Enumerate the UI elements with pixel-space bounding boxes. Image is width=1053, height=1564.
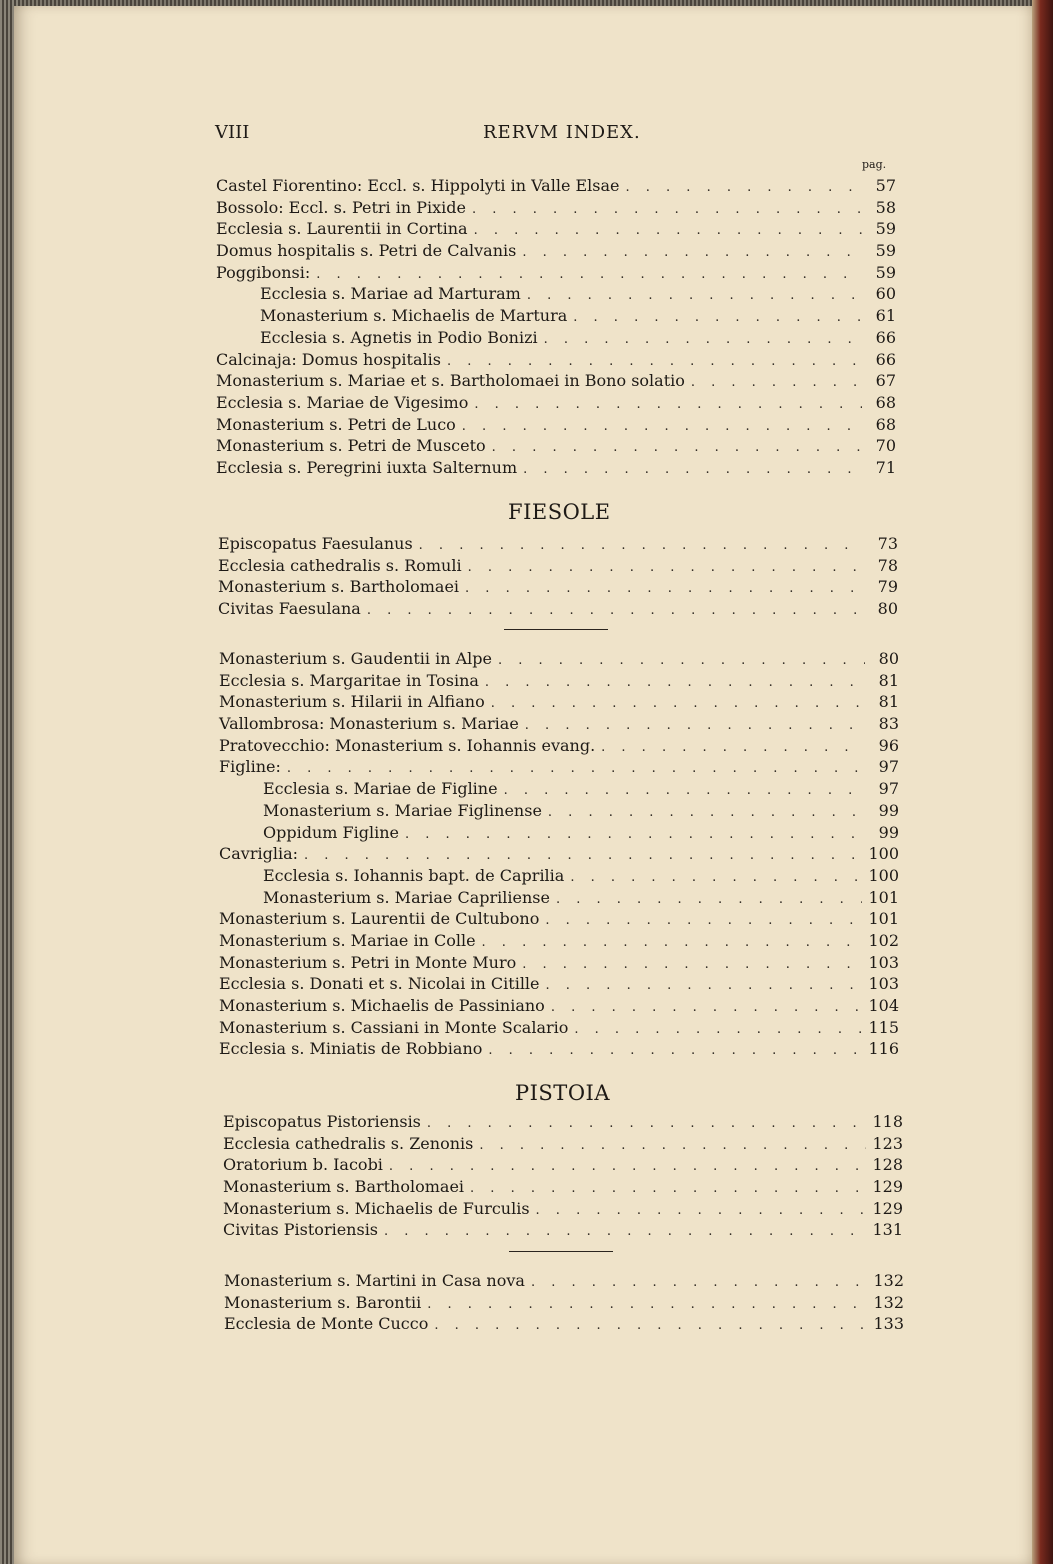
entry-label: Episcopatus Faesulanus: [218, 534, 413, 553]
entry-page-number: 123: [872, 1133, 903, 1153]
index-section-pistoia-monasteries: [224, 1270, 904, 1335]
index-entry: [219, 887, 899, 909]
entry-label: Episcopatus Pistoriensis: [223, 1112, 421, 1131]
dot-leader: [304, 845, 862, 867]
entry-label: Ecclesia s. Margaritae in Tosina: [219, 670, 479, 690]
book-cover-edge: [1032, 0, 1053, 1564]
index-entry: [223, 1133, 903, 1155]
dot-leader: [574, 1019, 862, 1041]
dot-leader: [570, 867, 862, 889]
index-entry: [224, 1292, 904, 1314]
index-entry: [219, 800, 899, 822]
entry-page-number: 68: [875, 392, 896, 412]
index-entry: [219, 952, 899, 974]
entry-page-number: 70: [875, 436, 896, 456]
entry-label: Monasterium s. Bartholomaei: [223, 1177, 465, 1197]
running-title: RERVM INDEX.: [483, 122, 641, 143]
entry-page-number: 83: [878, 714, 899, 734]
index-entry: [223, 1198, 903, 1220]
index-entry: [216, 327, 896, 349]
entry-label: Ecclesia cathedralis s. Zenonis: [223, 1133, 474, 1153]
dot-leader: [536, 1200, 867, 1222]
entry-page-number: 101: [868, 887, 899, 907]
entry-label: Domus hospitalis s. Petri de Calvanis: [216, 241, 517, 261]
entry-label: Monasterium s. Michaelis de Passiniano: [219, 996, 545, 1015]
dot-leader: [419, 535, 864, 557]
dot-leader: [367, 600, 864, 622]
entry-label: Pratovecchio: Monasterium s. Iohannis evang.: [219, 735, 596, 755]
dot-leader: [573, 307, 862, 329]
index-entry: [216, 283, 896, 305]
entry-page-number: 78: [877, 555, 898, 575]
dot-leader: [316, 264, 862, 286]
entry-label: Monasterium s. Laurentii de Cultubono: [219, 909, 540, 929]
index-entry: [216, 175, 896, 197]
entry-page-number: 99: [878, 800, 899, 820]
entry-page-number: 132: [873, 1271, 904, 1290]
dot-leader: [601, 737, 865, 759]
dot-leader: [427, 1113, 867, 1135]
entry-label: Monasterium s. Mariae in Colle: [219, 930, 476, 950]
dot-leader: [522, 242, 862, 264]
entry-page-number: 81: [878, 692, 899, 712]
entry-label: Monasterium s. Mariae Figlinense: [263, 800, 542, 820]
entry-label: Monasterium s. Petri in Monte Muro: [219, 952, 517, 972]
entry-label: Ecclesia s. Mariae de Vigesimo: [216, 392, 469, 412]
entry-page-number: 103: [868, 952, 899, 972]
entry-page-number: 79: [877, 577, 898, 597]
dot-leader: [405, 824, 865, 846]
entry-page-number: 128: [872, 1155, 903, 1175]
pag-column-label: pag.: [862, 158, 887, 171]
dot-leader: [556, 889, 863, 911]
index-entry: [219, 670, 899, 692]
dot-leader: [531, 1272, 868, 1294]
entry-page-number: 96: [878, 735, 899, 755]
dot-leader: [485, 672, 865, 694]
index-entry: [219, 778, 899, 800]
entry-page-number: 97: [878, 779, 899, 799]
entry-label: Vallombrosa: Monasterium s. Mariae: [219, 714, 519, 734]
dot-leader: [691, 372, 862, 394]
dot-leader: [447, 351, 862, 373]
entry-label: Ecclesia s. Laurentii in Cortina: [216, 219, 468, 239]
entry-page-number: 57: [875, 176, 896, 195]
entry-label: Ecclesia s. Iohannis bapt. de Caprilia: [263, 865, 565, 885]
entry-label: Monasterium s. Martini in Casa nova: [224, 1271, 525, 1290]
entry-label: Calcinaja: Domus hospitalis: [216, 349, 441, 369]
entry-page-number: 100: [868, 844, 899, 864]
section-divider: [509, 1251, 613, 1252]
entry-page-number: 115: [868, 1017, 899, 1037]
entry-label: Monasterium s. Mariae et s. Bartholomaei in Bono solatio: [216, 371, 685, 391]
entry-page-number: 67: [875, 371, 896, 391]
dot-leader: [389, 1156, 867, 1178]
entry-label: Monasterium s. Cassiani in Monte Scalario: [219, 1017, 569, 1037]
index-entry: [216, 349, 896, 371]
dot-leader: [544, 329, 862, 351]
heading-pistoia: PISTOIA: [515, 1081, 610, 1105]
dot-leader: [434, 1315, 867, 1337]
index-entry: [218, 555, 898, 577]
entry-label: Ecclesia cathedralis s. Romuli: [218, 555, 462, 575]
entry-page-number: 133: [873, 1314, 904, 1334]
index-section-castel: [216, 175, 896, 479]
index-entry: [223, 1219, 903, 1241]
dot-leader: [626, 177, 862, 199]
entry-label: Monasterium s. Petri de Musceto: [216, 436, 486, 456]
dot-leader: [384, 1221, 866, 1243]
index-entry: [219, 735, 899, 757]
index-entry: [224, 1270, 904, 1292]
index-entry: [219, 908, 899, 930]
index-entry: [223, 1154, 903, 1176]
entry-page-number: 60: [875, 284, 896, 304]
index-entry: [216, 218, 896, 240]
entry-label: Ecclesia s. Mariae ad Marturam: [260, 284, 521, 304]
dot-leader: [498, 650, 865, 672]
dot-leader: [525, 715, 865, 737]
index-entry: [216, 435, 896, 457]
index-entry: [219, 843, 899, 865]
dot-leader: [479, 1135, 866, 1157]
entry-label: Ecclesia s. Peregrini iuxta Salternum: [216, 457, 518, 477]
dot-leader: [474, 394, 862, 416]
entry-page-number: 58: [875, 197, 896, 217]
index-entry: [219, 995, 899, 1017]
entry-page-number: 100: [868, 865, 899, 885]
index-entry: [223, 1176, 903, 1198]
index-entry: [224, 1313, 904, 1335]
dot-leader: [470, 1178, 866, 1200]
index-entry: [218, 576, 898, 598]
entry-page-number: 129: [872, 1177, 903, 1197]
entry-page-number: 97: [878, 757, 899, 777]
dot-leader: [504, 780, 865, 802]
dot-leader: [523, 459, 862, 481]
entry-page-number: 104: [868, 996, 899, 1015]
entry-page-number: 101: [868, 909, 899, 929]
dot-leader: [465, 578, 864, 600]
index-entry: [216, 240, 896, 262]
entry-label: Bossolo: Eccl. s. Petri in Pixide: [216, 197, 466, 217]
index-entry: [219, 756, 899, 778]
entry-label: Ecclesia de Monte Cucco: [224, 1314, 429, 1334]
page-number: VIII: [215, 122, 250, 143]
index-entry: [219, 648, 899, 670]
entry-page-number: 132: [873, 1292, 904, 1312]
entry-label: Oppidum Figline: [263, 822, 399, 842]
running-header: [215, 122, 895, 146]
index-entry: [216, 305, 896, 327]
entry-page-number: 59: [875, 241, 896, 261]
index-entry: [219, 865, 899, 887]
dot-leader: [462, 416, 862, 438]
dot-leader: [545, 910, 862, 932]
index-entry: [219, 973, 899, 995]
entry-label: Monasterium s. Mariae Capriliense: [263, 887, 550, 907]
dot-leader: [488, 1040, 862, 1062]
entry-page-number: 66: [875, 327, 896, 347]
dot-leader: [492, 437, 862, 459]
entry-label: Figline:: [219, 757, 281, 777]
index-entry: [218, 533, 898, 555]
dot-leader: [427, 1294, 867, 1316]
dot-leader: [527, 285, 862, 307]
index-entry: [216, 392, 896, 414]
entry-page-number: 131: [872, 1220, 903, 1240]
index-entry: [216, 370, 896, 392]
entry-page-number: 116: [868, 1039, 899, 1059]
index-entry: [216, 197, 896, 219]
dot-leader: [468, 557, 864, 579]
index-entry: [216, 262, 896, 284]
entry-label: Monasterium s. Bartholomaei: [218, 577, 460, 597]
entry-label: Ecclesia s. Agnetis in Podio Bonizi: [260, 327, 538, 347]
entry-label: Monasterium s. Hilarii in Alfiano: [219, 692, 485, 712]
entry-label: Monasterium s. Petri de Luco: [216, 414, 456, 434]
entry-page-number: 102: [868, 930, 899, 950]
entry-page-number: 80: [877, 599, 898, 619]
dot-leader: [522, 954, 862, 976]
entry-label: Monasterium s. Michaelis de Martura: [260, 306, 568, 326]
entry-label: Monasterium s. Michaelis de Furculis: [223, 1198, 530, 1218]
dot-leader: [287, 758, 865, 780]
entry-label: Poggibonsi:: [216, 262, 311, 282]
entry-page-number: 81: [878, 670, 899, 690]
entry-page-number: 118: [872, 1112, 903, 1131]
index-entry: [218, 598, 898, 620]
entry-label: Civitas Faesulana: [218, 599, 361, 619]
entry-page-number: 99: [878, 822, 899, 842]
entry-page-number: 73: [877, 534, 898, 553]
entry-label: Oratorium b. Iacobi: [223, 1155, 383, 1175]
dot-leader: [482, 932, 863, 954]
entry-label: Monasterium s. Gaudentii in Alpe: [219, 649, 492, 668]
index-entry: [219, 713, 899, 735]
entry-page-number: 103: [868, 974, 899, 994]
index-entry: [216, 457, 896, 479]
entry-page-number: 80: [878, 649, 899, 668]
section-divider: [504, 629, 608, 630]
index-entry: [219, 1017, 899, 1039]
dot-leader: [546, 975, 863, 997]
entry-page-number: 68: [875, 414, 896, 434]
entry-page-number: 71: [875, 457, 896, 477]
entry-page-number: 129: [872, 1198, 903, 1218]
entry-label: Civitas Pistoriensis: [223, 1220, 379, 1240]
entry-label: Ecclesia s. Mariae de Figline: [263, 779, 498, 799]
index-section-fiesole: [218, 533, 898, 620]
index-section-pistoia: [223, 1111, 903, 1241]
entry-label: Cavriglia:: [219, 844, 298, 864]
entry-label: Ecclesia s. Donati et s. Nicolai in Citille: [219, 974, 540, 994]
entry-label: Monasterium s. Barontii: [224, 1292, 422, 1312]
index-entry: [219, 691, 899, 713]
index-section-fiesole-monasteries: [219, 648, 899, 1060]
entry-page-number: 59: [875, 262, 896, 282]
index-entry: [219, 930, 899, 952]
entry-page-number: 59: [875, 219, 896, 239]
dot-leader: [548, 802, 865, 824]
entry-label: Castel Fiorentino: Eccl. s. Hippolyti in Valle Elsae: [216, 176, 620, 195]
dot-leader: [551, 997, 863, 1019]
index-entry: [219, 1038, 899, 1060]
entry-label: Ecclesia s. Miniatis de Robbiano: [219, 1039, 483, 1059]
entry-page-number: 61: [875, 306, 896, 326]
dot-leader: [472, 199, 862, 221]
entry-page-number: 66: [875, 349, 896, 369]
index-entry: [223, 1111, 903, 1133]
dot-leader: [474, 220, 862, 242]
index-entry: [219, 822, 899, 844]
index-entry: [216, 414, 896, 436]
heading-fiesole: FIESOLE: [508, 500, 611, 524]
dot-leader: [491, 693, 865, 715]
